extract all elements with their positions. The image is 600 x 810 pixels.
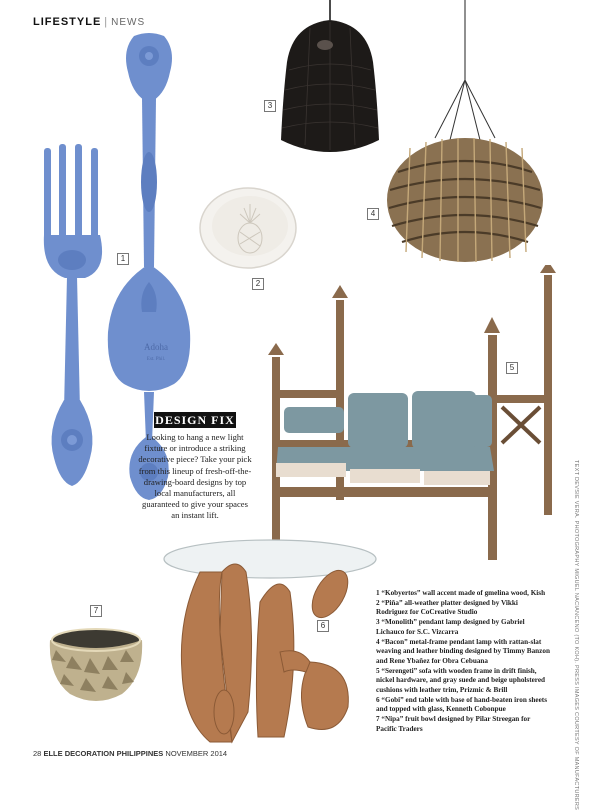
item-number-7: 7 (90, 605, 102, 617)
magazine-name: ELLE DECORATION PHILIPPINES (43, 749, 164, 758)
nipa-bowl-image (42, 622, 150, 706)
caption-item: 4 “Bacon” metal-frame pendant lamp with rattan-slat weaving and leather binding designed by Timmy Banzon and Rene Ybañez for Obra Cebuana (376, 637, 550, 665)
spoon-imprint-tagline: Est. Phil. (146, 357, 166, 362)
caption-item: 1 “Kobyertos” wall accent made of gmelina wood, Kish (376, 589, 546, 597)
caption-item: 7 “Nipa” fruit bowl designed by Pilar Streegan for Pacific Traders (376, 715, 531, 733)
issue-date: NOVEMBER 2014 (165, 749, 228, 758)
monolith-lamp-image (275, 0, 385, 158)
caption-item: 3 “Monolith” pendant lamp designed by Gabriel Lichauco for S.C. Vizcarra (376, 618, 525, 636)
section-name: LIFESTYLE (33, 16, 102, 28)
page-footer (33, 749, 227, 758)
sofa-image (264, 265, 560, 567)
spoon-imprint-brand: Adoha (144, 342, 168, 352)
item-number-4: 4 (367, 208, 379, 220)
caption-item: 6 “Gobi” end table with base of hand-beaten iron sheets and topped with glass, Kenneth Cobonpue (376, 695, 547, 714)
design-fix-body: Looking to hang a new light fixture or introduce a striking decorative piece? Take your pick from this lineup of fresh-off-the-drawing-board designs by top local manufacturers, all guaranteed to give your spaces an instant lift. (138, 432, 252, 521)
item-number-6: 6 (317, 620, 329, 632)
subsection-name: NEWS (111, 17, 146, 28)
caption-item: 2 “Piña” all-weather platter designed by Vikki Rodriguez for CoCreative Studio (376, 598, 518, 617)
bacon-lamp-image (380, 0, 545, 270)
item-number-5: 5 (506, 362, 518, 374)
captions-list (376, 589, 551, 735)
caption-item: 5 “Serengeti” sofa with wooden frame in drift finish, nickel hardware, and gray suede and beige upholstered cushions with leather trim, Prizmic & Brill (376, 666, 546, 695)
item-number-3: 3 (264, 100, 276, 112)
item-number-2: 2 (252, 278, 264, 290)
gobi-table-image (160, 532, 382, 754)
item-number-1: 1 (117, 253, 129, 265)
photo-credit: TEXT DEVSIE VERA. PHOTOGRAPHY MIGUEL NACIANCENO (TO KOH). PRESS IMAGES COURTESY OF MANUFACTURERS (573, 460, 579, 810)
section-header: LIFESTYLE | NEWS (33, 16, 146, 28)
design-fix-title: DESIGN FIX (155, 413, 235, 427)
page-number: 28 (33, 749, 42, 758)
platter-image (198, 184, 298, 272)
fork-image (40, 140, 110, 490)
